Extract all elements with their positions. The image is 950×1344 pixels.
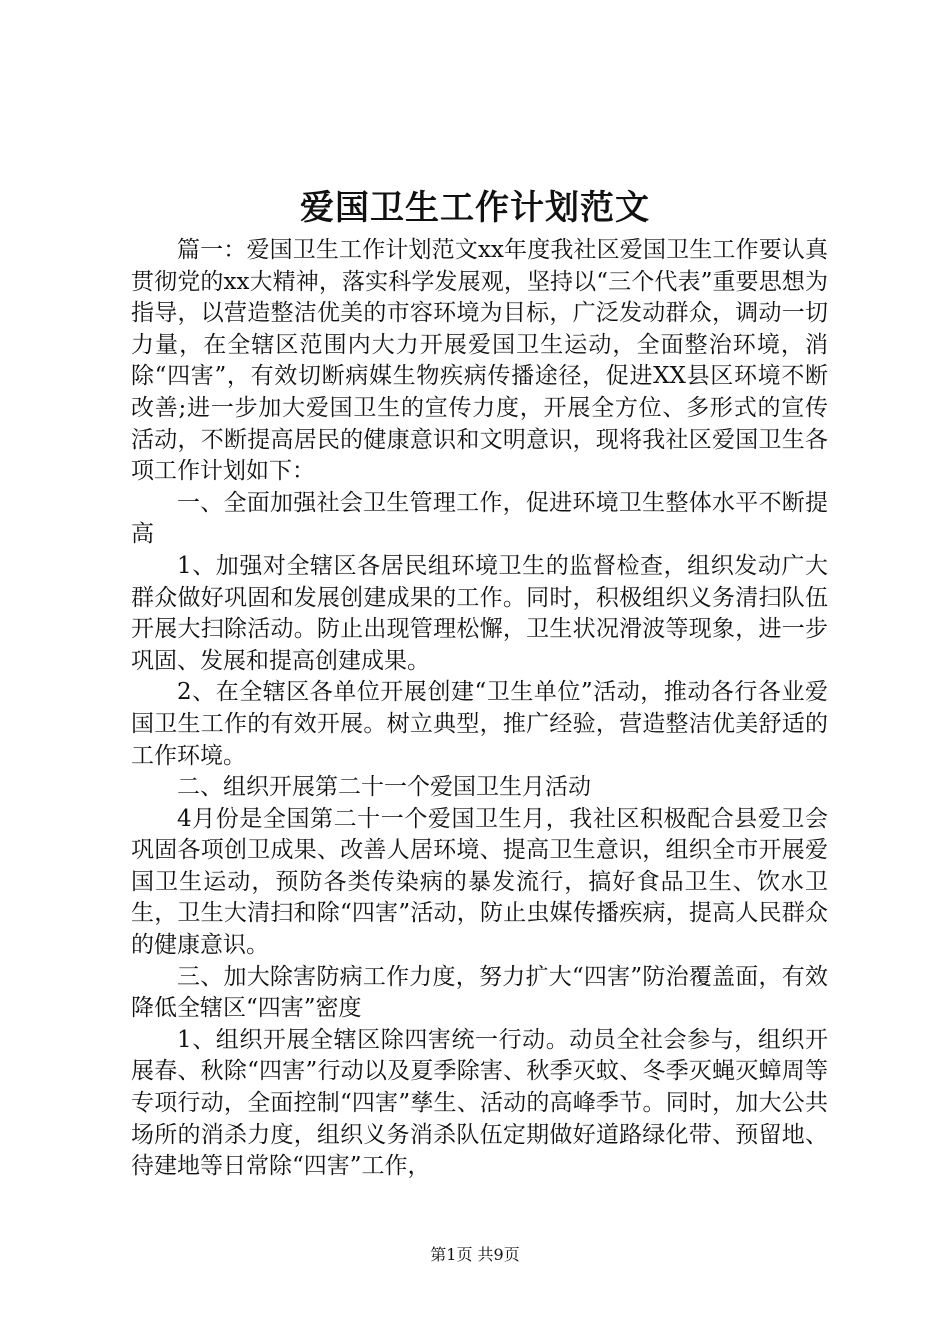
section-heading-1: 一、全面加强社会卫生管理工作，促进环境卫生整体水平不断提高 (131, 489, 828, 548)
paragraph-3-1: 1、组织开展全辖区除四害统一行动。动员全社会参与，组织开展春、秋除“四害”行动以及夏季除害、秋季灭蚊、冬季灭蝇灭蟑周等专项行动，全面控制“四害”孳生、活动的高峰季节。同时，加大公共场所的消杀力度，组织义务消杀队伍定期做好道路绿化带、预留地、待建地等日常除“四害”工作， (131, 1026, 828, 1180)
document-title: 爱国卫生工作计划范文 (300, 188, 650, 228)
paragraph-1-1: 1、加强对全辖区各居民组环境卫生的监督检查，组织发动广大群众做好巩固和发展创建成果的工作。同时，积极组织义务清扫队伍开展大扫除活动。防止出现管理松懈，卫生状况滑波等现象，进一步巩固、发展和提高创建成果。 (131, 552, 828, 674)
page-number: 第1页 共9页 (430, 1245, 520, 1264)
section-heading-2: 二、组织开展第二十一个爱国卫生月活动 (177, 774, 591, 801)
paragraph-2: 4月份是全国第二十一个爱国卫生月，我社区积极配合县爱卫会巩固各项创卫成果、改善人居环境、提高卫生意识，组织全市开展爱国卫生运动，预防各类传染病的暴发流行，搞好食品卫生、饮水卫生，卫生大清扫和除“四害”活动，防止虫媒传播疾病，提高人民群众的健康意识。 (131, 805, 828, 959)
paragraph-1-2: 2、在全辖区各单位开展创建“卫生单位”活动，推动各行各业爱国卫生工作的有效开展。树立典型，推广经验，营造整洁优美舒适的工作环境。 (131, 679, 828, 769)
document-body (131, 235, 828, 1183)
section-heading-3: 三、加大除害防病工作力度，努力扩大“四害”防治覆盖面，有效降低全辖区“四害”密度 (131, 963, 828, 1022)
paragraph-intro: 篇一：爱国卫生工作计划范文xx年度我社区爱国卫生工作要认真贯彻党的xx大精神，落实科学发展观，坚持以“三个代表”重要思想为指导，以营造整洁优美的市容环境为目标，广泛发动群众，调动一切力量，在全辖区范围内大力开展爱国卫生运动，全面整治环境，消除“四害”，有效切断病媒生物疾病传播途径，促进XX县区环境不断改善;进一步加大爱国卫生的宣传力度，开展全方位、多形式的宣传活动，不断提高居民的健康意识和文明意识，现将我社区爱国卫生各项工作计划如下： (131, 237, 828, 485)
